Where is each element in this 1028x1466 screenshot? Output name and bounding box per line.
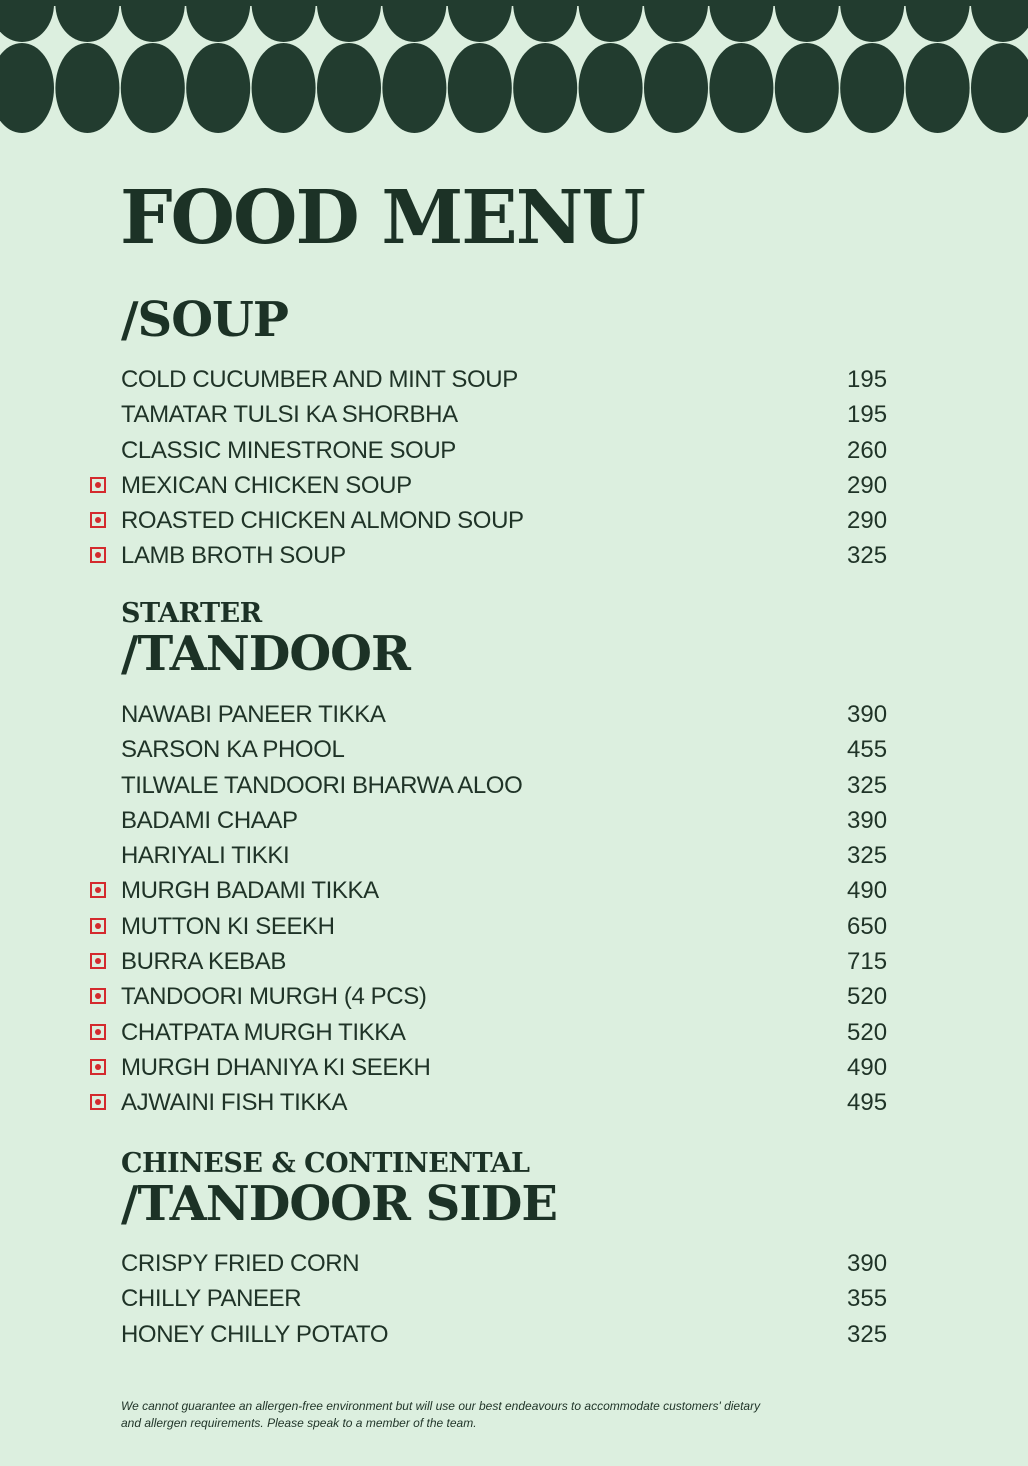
menu-item (0, 841, 1028, 876)
menu-item-price: 715 (847, 948, 888, 976)
section-heading: /SOUP (121, 292, 288, 348)
menu-item (0, 1018, 1028, 1053)
menu-item-name: ROASTED CHICKEN ALMOND SOUP (121, 507, 524, 535)
menu-item-price: 195 (847, 401, 888, 429)
section-kicker: STARTER (121, 598, 262, 629)
section-tandoor-side-header (121, 1150, 557, 1230)
menu-item-name: TAMATAR TULSI KA SHORBHA (121, 401, 458, 429)
section-heading: /TANDOOR (121, 626, 410, 682)
menu-item (0, 541, 1028, 576)
menu-item (0, 700, 1028, 735)
menu-item-price: 495 (847, 1089, 888, 1117)
menu-item-price: 325 (847, 842, 888, 870)
menu-item-price: 390 (847, 1250, 888, 1277)
non-veg-marker-icon (90, 918, 106, 934)
non-veg-marker-icon (90, 1094, 106, 1110)
menu-item-price: 650 (847, 912, 888, 940)
menu-item-price: 520 (847, 983, 888, 1011)
menu-item-price: 490 (847, 877, 888, 905)
section-tandoor-side-items (0, 1249, 1028, 1355)
menu-item-price: 325 (847, 542, 888, 570)
section-tandoor-items (0, 700, 1028, 1124)
section-soup-items (0, 365, 1028, 577)
menu-item-price: 260 (847, 436, 888, 464)
non-veg-marker-icon (90, 953, 106, 969)
menu-item-price: 195 (847, 366, 888, 393)
menu-item-name: COLD CUCUMBER AND MINT SOUP (121, 366, 518, 393)
menu-item-name: HARIYALI TIKKI (121, 842, 290, 870)
non-veg-marker-icon (90, 512, 106, 528)
menu-item-name: CHATPATA MURGH TIKKA (121, 1018, 406, 1046)
menu-item-price: 390 (847, 806, 888, 834)
section-soup-header (121, 294, 288, 346)
menu-item-name: HONEY CHILLY POTATO (121, 1320, 389, 1348)
menu-item-name: BURRA KEBAB (121, 948, 286, 976)
menu-item (0, 1249, 1028, 1284)
menu-item (0, 912, 1028, 947)
section-tandoor-header (121, 600, 410, 680)
menu-item-name: CHILLY PANEER (121, 1285, 302, 1313)
menu-item (0, 982, 1028, 1017)
non-veg-marker-icon (90, 1059, 106, 1075)
menu-item-name: CRISPY FRIED CORN (121, 1250, 360, 1277)
menu-item-price: 355 (847, 1285, 888, 1313)
menu-item (0, 1284, 1028, 1319)
menu-item (0, 506, 1028, 541)
menu-item (0, 400, 1028, 435)
menu-item (0, 365, 1028, 400)
menu-item (0, 436, 1028, 471)
non-veg-marker-icon (90, 477, 106, 493)
menu-item (0, 1053, 1028, 1088)
menu-item (0, 1320, 1028, 1355)
menu-item-name: AJWAINI FISH TIKKA (121, 1089, 348, 1117)
menu-item-name: BADAMI CHAAP (121, 806, 298, 834)
page-title: FOOD MENU (120, 175, 644, 261)
menu-item-price: 390 (847, 701, 888, 728)
menu-item (0, 947, 1028, 982)
non-veg-marker-icon (90, 882, 106, 898)
menu-item (0, 471, 1028, 506)
menu-item-price: 290 (847, 507, 888, 535)
non-veg-marker-icon (90, 547, 106, 563)
menu-item-name: TILWALE TANDOORI BHARWA ALOO (121, 771, 523, 799)
menu-item-name: MEXICAN CHICKEN SOUP (121, 471, 412, 499)
menu-item (0, 1088, 1028, 1123)
menu-item-name: CLASSIC MINESTRONE SOUP (121, 436, 456, 464)
menu-item-name: TANDOORI MURGH (4 PCS) (121, 983, 427, 1011)
menu-item-price: 490 (847, 1053, 888, 1081)
menu-item (0, 806, 1028, 841)
menu-item-name: MURGH BADAMI TIKKA (121, 877, 379, 905)
menu-item-name: NAWABI PANEER TIKKA (121, 701, 386, 728)
section-heading: /TANDOOR SIDE (121, 1176, 557, 1232)
menu-item-name: MURGH DHANIYA KI SEEKH (121, 1053, 431, 1081)
menu-item-price: 290 (847, 471, 888, 499)
menu-item-name: SARSON KA PHOOL (121, 736, 345, 764)
allergen-disclaimer: We cannot guarantee an allergen-free environment but will use our best endeavours to accommodate customers' dietary and allergen requirements. Please speak to a member of the team. (121, 1399, 761, 1430)
menu-item-price: 455 (847, 736, 888, 764)
menu-item-price: 325 (847, 1320, 888, 1348)
menu-item-name: LAMB BROTH SOUP (121, 542, 346, 570)
non-veg-marker-icon (90, 988, 106, 1004)
menu-item-name: MUTTON KI SEEKH (121, 912, 335, 940)
menu-item-price: 520 (847, 1018, 888, 1046)
menu-item (0, 735, 1028, 770)
menu-item (0, 771, 1028, 806)
non-veg-marker-icon (90, 1024, 106, 1040)
menu-item (0, 876, 1028, 911)
scalloped-header-pattern (0, 0, 1028, 136)
section-kicker: CHINESE & CONTINENTAL (121, 1148, 530, 1179)
menu-item-price: 325 (847, 771, 888, 799)
